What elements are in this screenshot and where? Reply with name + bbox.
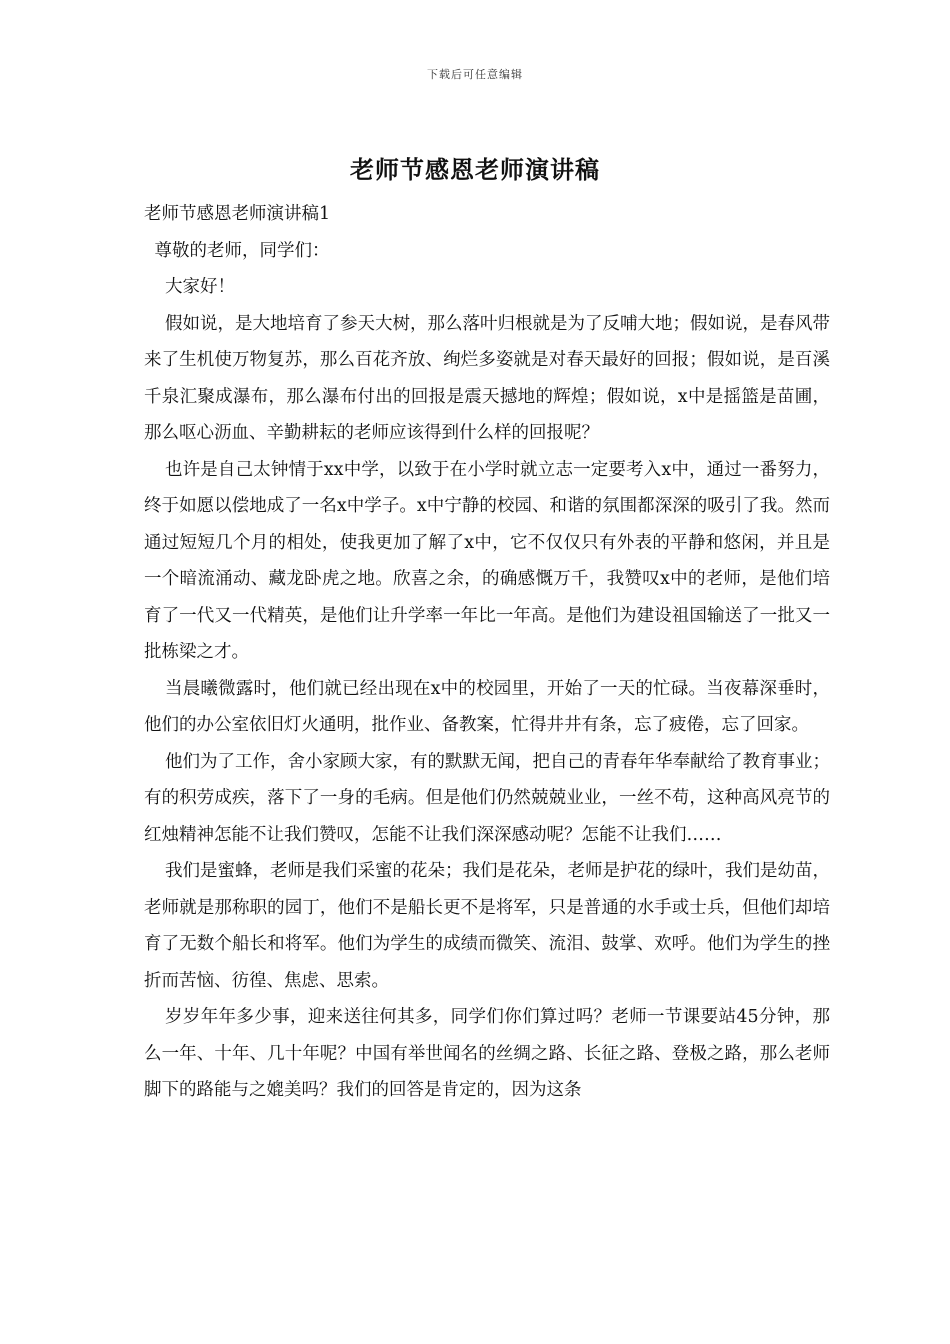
paragraph: 也许是自己太钟情于xx中学，以致于在小学时就立志一定要考入x中，通过一番努力，终于如愿以偿地成了一名x中学子。x中宁静的校园、和谐的氛围都深深的吸引了我。然而通过短短几个月的相处，使我更加了解了x中，它不仅仅只有外表的平静和悠闲，并且是一个暗流涌动、藏龙卧虎之地。欣喜之余，的确感慨万千，我赞叹x中的老师，是他们培育了一代又一代精英，是他们让升学率一年比一年高。是他们为建设祖国输送了一批又一批栋梁之才。 bbox=[144, 459, 830, 662]
document-body bbox=[144, 196, 830, 1109]
paragraph: 他们为了工作，舍小家顾大家，有的默默无闻，把自己的青春年华奉献给了教育事业；有的积劳成疾，落下了一身的毛病。但是他们仍然兢兢业业，一丝不苟，这种高风亮节的红烛精神怎能不让我们赞叹，怎能不让我们深深感动呢？怎能不让我们…… bbox=[144, 751, 830, 845]
greeting: 大家好！ bbox=[165, 277, 235, 297]
document-subtitle: 老师节感恩老师演讲稿1 bbox=[144, 204, 331, 224]
document-title: 老师节感恩老师演讲稿 bbox=[350, 155, 600, 184]
paragraph: 假如说，是大地培育了参天大树，那么落叶归根就是为了反哺大地；假如说，是春风带来了生机使万物复苏，那么百花齐放、绚烂多姿就是对春天最好的回报；假如说，是百溪千泉汇聚成瀑布，那么瀑布付出的回报是震天撼地的辉煌；假如说，x中是摇篮是苗圃，那么呕心沥血、辛勤耕耘的老师应该得到什么样的回报呢？ bbox=[144, 313, 830, 443]
paragraph: 岁岁年年多少事，迎来送往何其多，同学们你们算过吗？老师一节课要站45分钟，那么一年、十年、几十年呢？中国有举世闻名的丝绸之路、长征之路、登极之路，那么老师脚下的路能与之媲美吗？我们的回答是肯定的，因为这条 bbox=[144, 1007, 830, 1100]
header-note: 下载后可任意编辑 bbox=[427, 68, 523, 81]
paragraph: 当晨曦微露时，他们就已经出现在x中的校园里，开始了一天的忙碌。当夜幕深垂时，他们的办公室依旧灯火通明，批作业、备教案，忙得井井有条，忘了疲倦，忘了回家。 bbox=[144, 678, 830, 735]
salutation: 尊敬的老师，同学们： bbox=[154, 240, 330, 261]
paragraph: 我们是蜜蜂，老师是我们采蜜的花朵；我们是花朵，老师是护花的绿叶，我们是幼苗，老师就是那称职的园丁，他们不是船长更不是将军，只是普通的水手或士兵，但他们却培育了无数个船长和将军。他们为学生的成绩而微笑、流泪、鼓掌、欢呼。他们为学生的挫折而苦恼、彷徨、焦虑、思索。 bbox=[144, 861, 830, 991]
